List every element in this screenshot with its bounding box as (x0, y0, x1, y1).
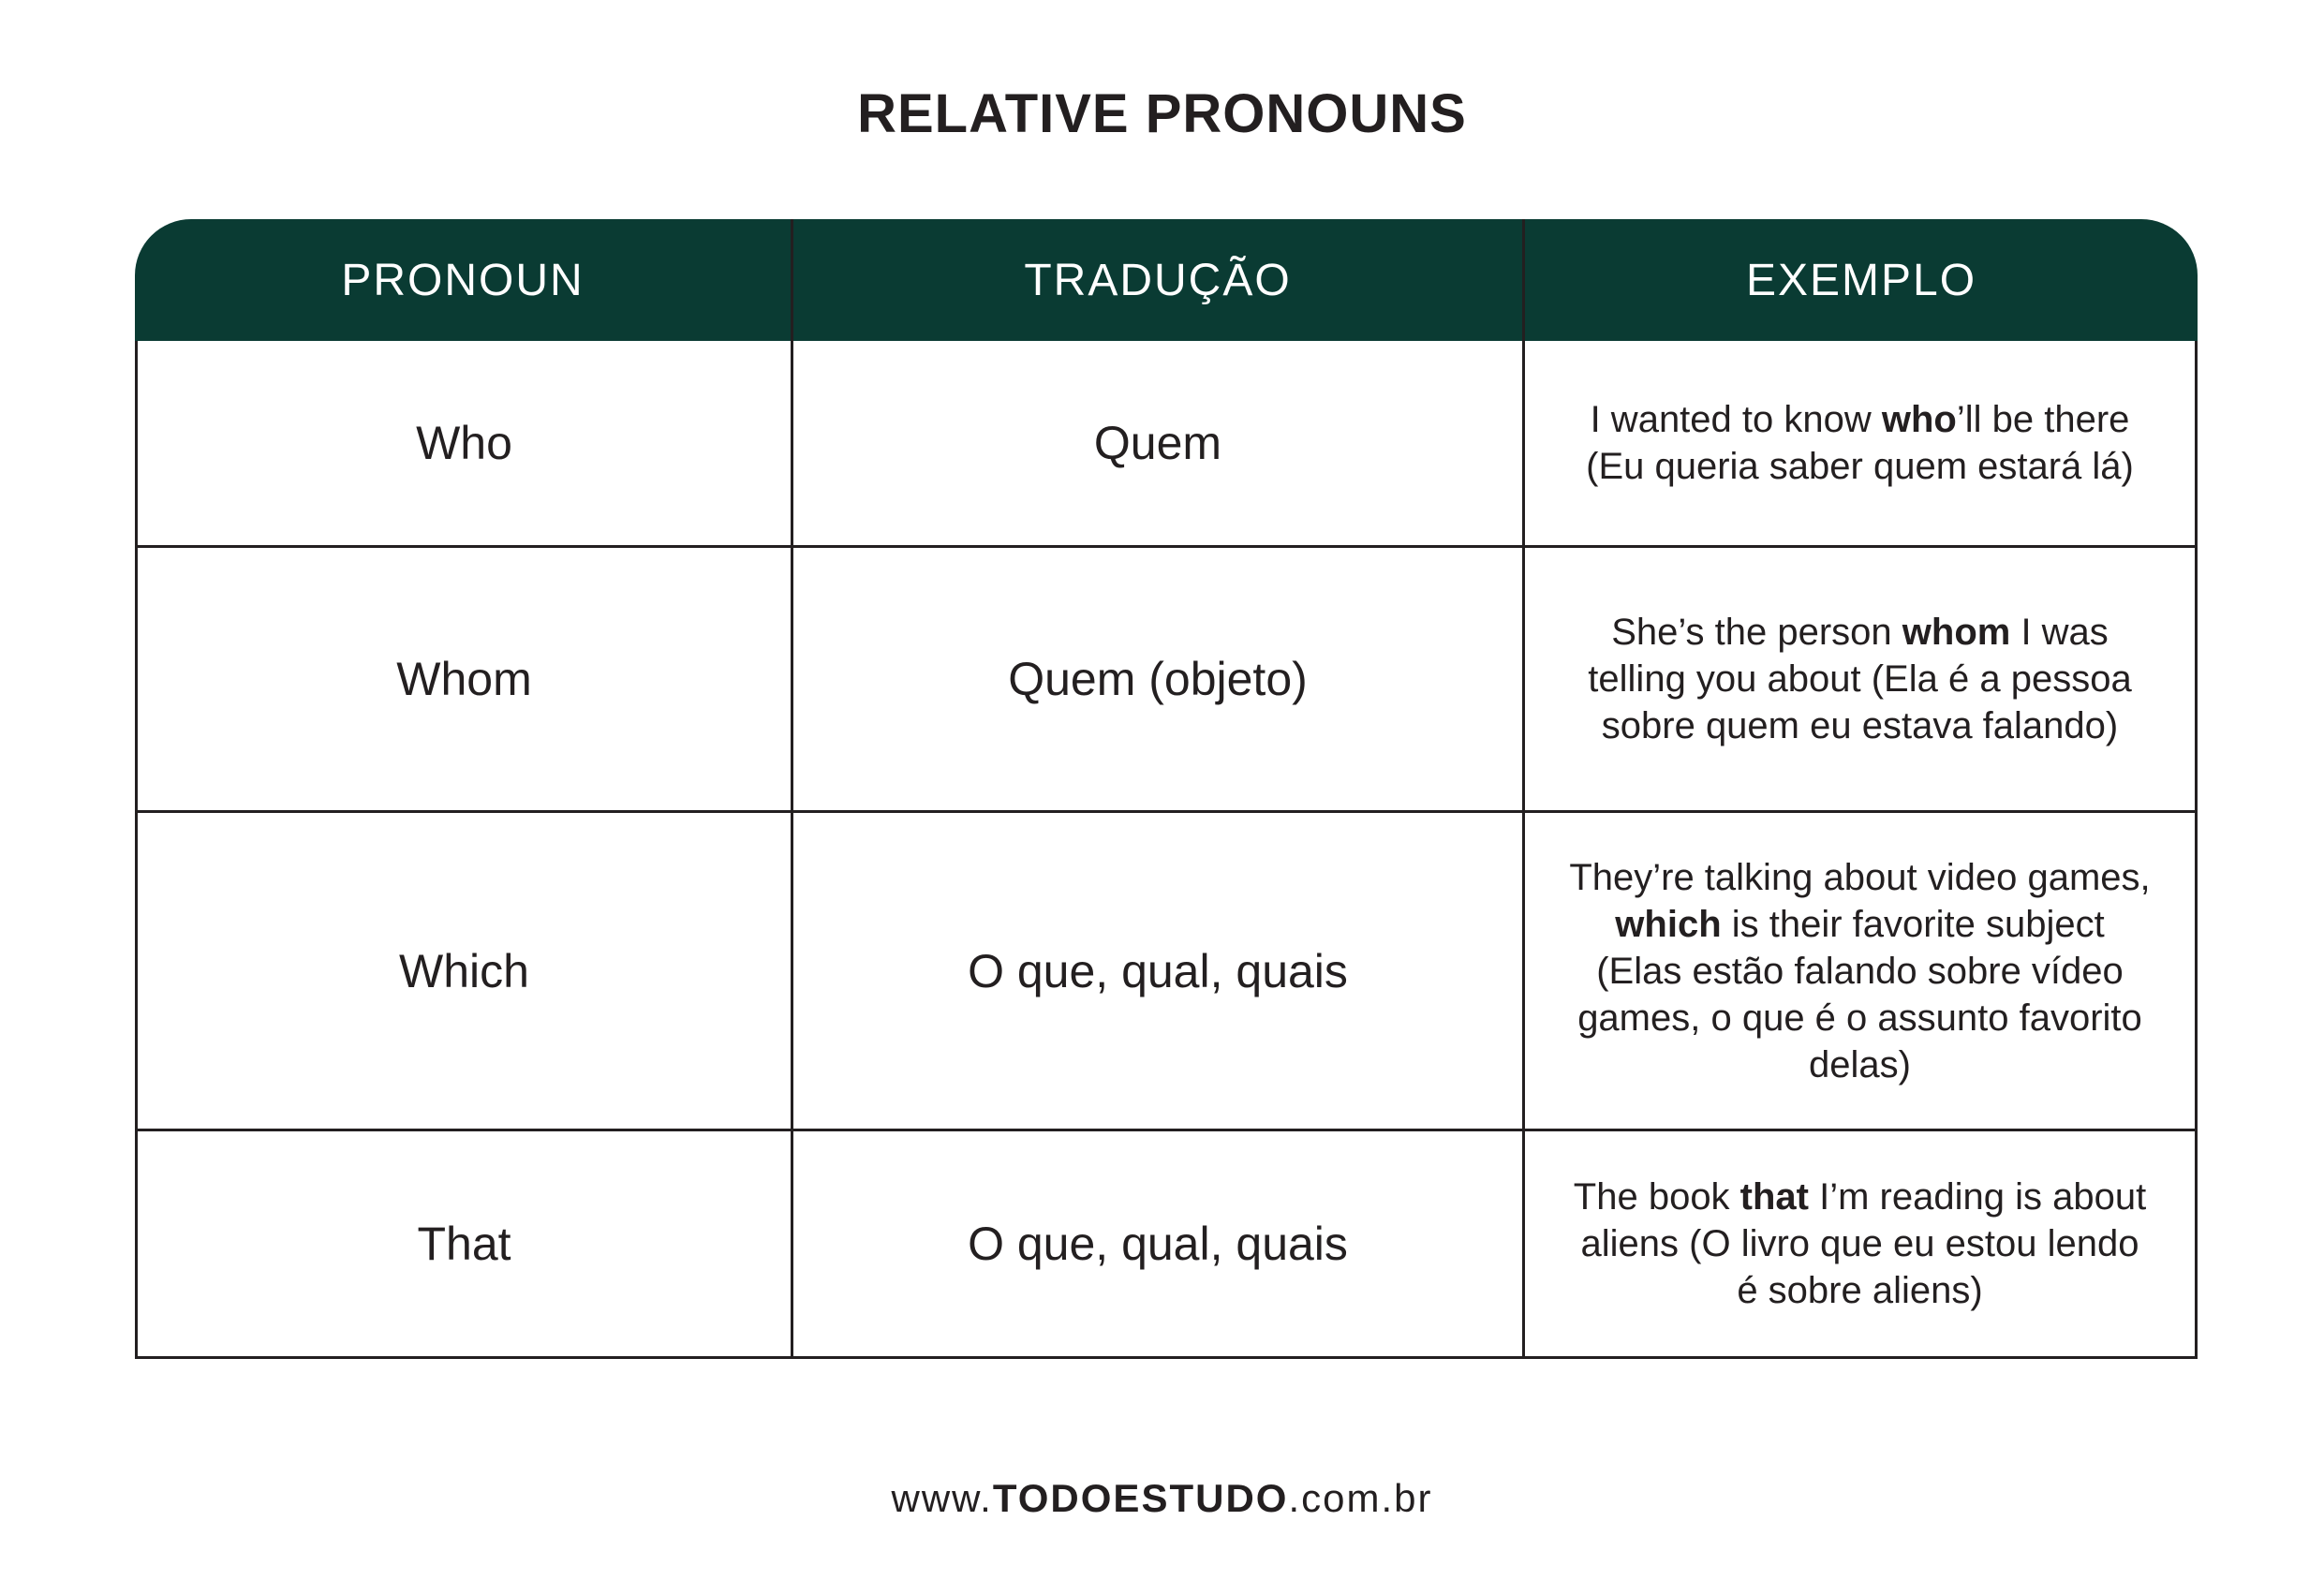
table-row (135, 1131, 2198, 1359)
example-text: I was telling you about (Ela é a pessoa sobre quem eu estava falando) (1588, 612, 2132, 746)
page-title: RELATIVE PRONOUNS (857, 83, 1467, 144)
pronoun-cell: Who (135, 341, 793, 548)
header-exemplo: EXEMPLO (1525, 219, 2198, 341)
pronoun-cell: Which (135, 813, 793, 1131)
translation-cell: Quem (objeto) (793, 548, 1525, 813)
example-text: ’ll be there (Eu queria saber quem estará lá) (1586, 399, 2134, 487)
footer-brand: TODOESTUDO (992, 1476, 1289, 1520)
pronouns-table (135, 219, 2198, 1359)
example-cell (1525, 341, 2198, 548)
example-keyword: that (1739, 1176, 1809, 1218)
example-text: They’re talking about video games, (1569, 856, 2151, 898)
example-cell (1525, 813, 2198, 1131)
footer-website (0, 1476, 2324, 1521)
example-keyword: which (1615, 903, 1722, 945)
header-traducao: TRADUÇÃO (793, 219, 1525, 341)
example-keyword: who (1881, 399, 1957, 440)
example-cell (1525, 548, 2198, 813)
pronoun-cell: That (135, 1131, 793, 1359)
footer-prefix: www. (891, 1476, 993, 1520)
table-row (135, 548, 2198, 813)
translation-cell: O que, qual, quais (793, 1131, 1525, 1359)
header-pronoun: PRONOUN (135, 219, 793, 341)
table-row (135, 341, 2198, 548)
example-text: I wanted to know (1590, 399, 1882, 440)
example-text: is their favorite subject (Elas estão falando sobre vídeo games, o que é o assunto favorito delas) (1577, 903, 2142, 1085)
example-text: I’m reading is about aliens (O livro que eu estou lendo é sobre aliens) (1580, 1176, 2147, 1311)
table-row (135, 813, 2198, 1131)
pronoun-cell: Whom (135, 548, 793, 813)
example-keyword: whom (1902, 612, 2011, 653)
pronouns-table-container (135, 219, 2198, 1359)
footer-suffix: .com.br (1288, 1476, 1433, 1520)
example-text: She’s the person (1611, 612, 1902, 653)
example-cell (1525, 1131, 2198, 1359)
table-header-row (135, 219, 2198, 341)
translation-cell: Quem (793, 341, 1525, 548)
translation-cell: O que, qual, quais (793, 813, 1525, 1131)
example-text: The book (1573, 1176, 1740, 1218)
